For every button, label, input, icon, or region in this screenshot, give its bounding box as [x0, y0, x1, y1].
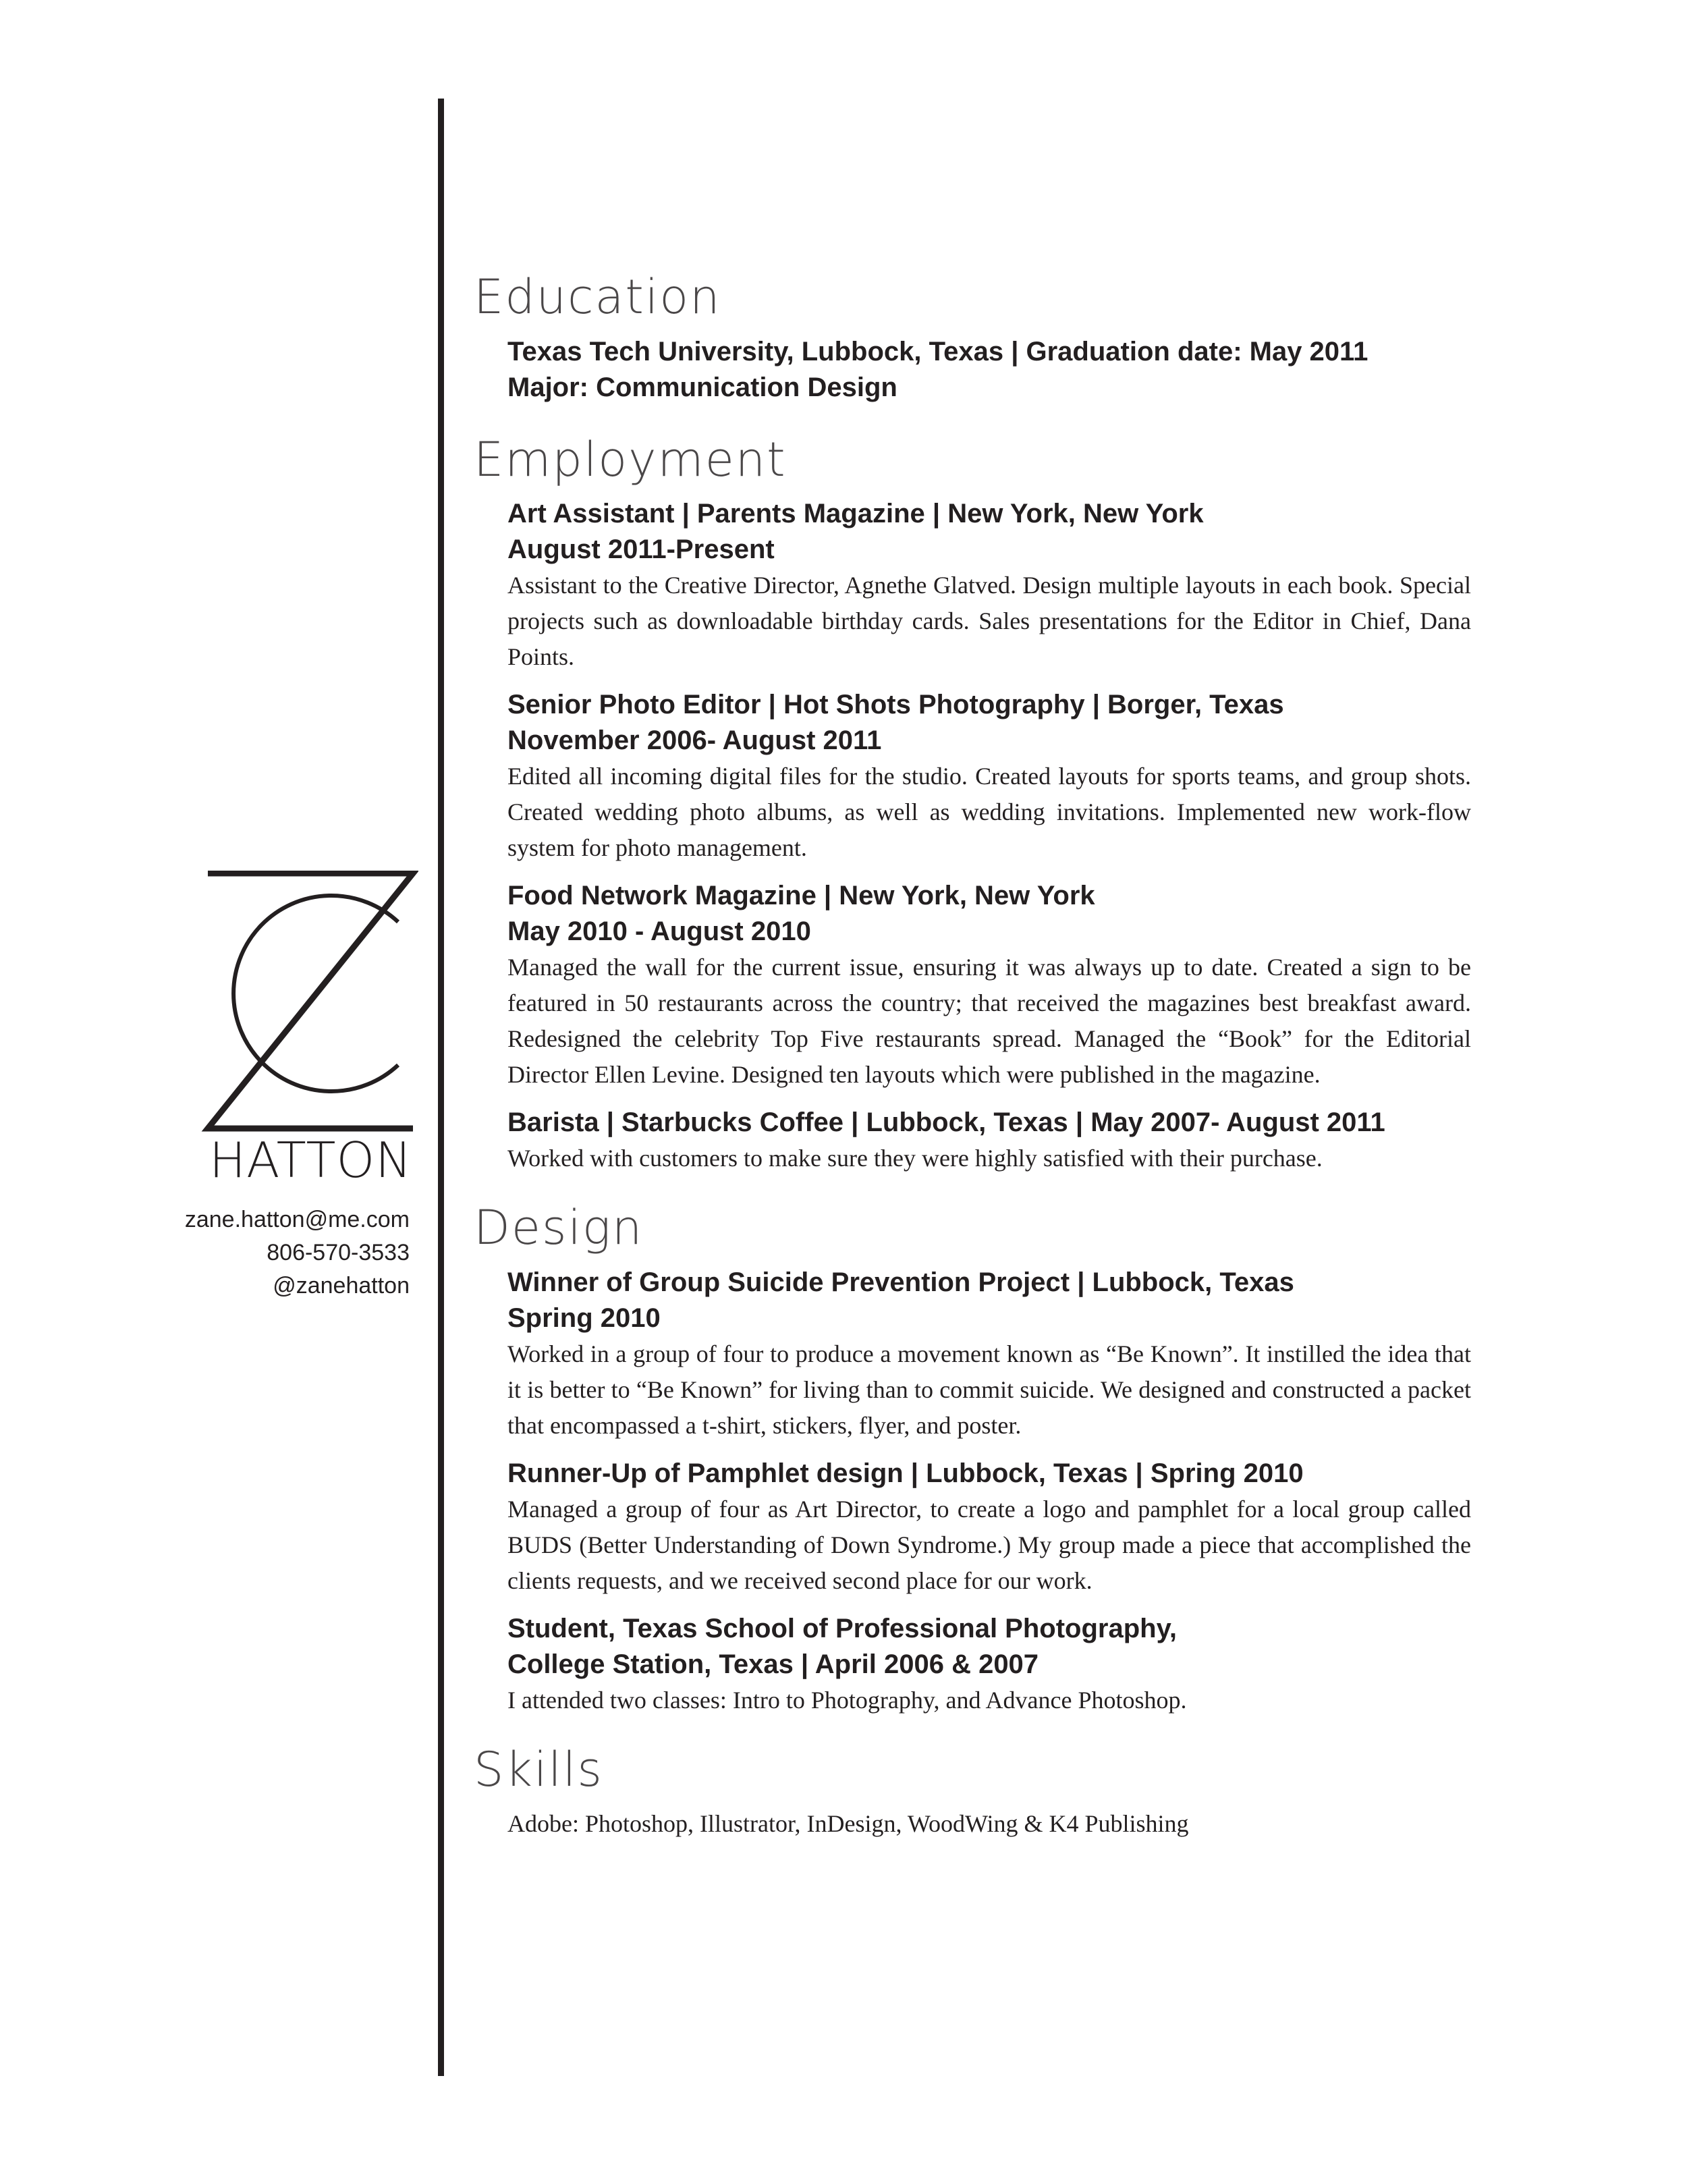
entry-description: Assistant to the Creative Director, Agnethe Glatved. Design multiple layouts in each book. Special projects such as downloadable birthday cards. Sales presentations for the Editor in Chief, Dana Points.: [507, 572, 1471, 670]
entry-description: Edited all incoming digital files for the studio. Created layouts for sports teams, and group shots. Created wedding photo albums, as well as wedding invitations. Implemented new work-flow system for photo management.: [507, 763, 1471, 861]
entry-description: I attended two classes: Intro to Photography, and Advance Photoshop.: [507, 1686, 1187, 1714]
design-entry: [507, 1456, 1472, 1599]
employment-entry: [507, 878, 1472, 1093]
skills-section: [474, 1743, 1472, 1842]
design-entry: [507, 1265, 1472, 1444]
contact-info: [108, 1203, 410, 1303]
design-title: Design: [474, 1200, 644, 1255]
zc-monogram-logo: [196, 871, 418, 1134]
education-title: Education: [474, 269, 721, 325]
employment-entry: [507, 1105, 1472, 1176]
resume-main-column: [474, 270, 1472, 1866]
entry-heading: Food Network Magazine | New York, New York: [507, 881, 1095, 910]
social-handle-text: @zanehatton: [273, 1273, 410, 1299]
monogram-surname: HATTON: [209, 1132, 412, 1189]
education-major-line: Major: Communication Design: [507, 372, 897, 402]
skills-title: Skills: [474, 1741, 603, 1797]
entry-heading: Senior Photo Editor | Hot Shots Photography | Borger, Texas: [507, 690, 1284, 719]
entry-dates: Spring 2010: [507, 1303, 661, 1333]
entry-heading: Student, Texas School of Professional Photography,: [507, 1613, 1177, 1643]
entry-description: Managed a group of four as Art Director, to create a logo and pamphlet for a local group called BUDS (Better Understanding of Down Syndrome.) My group made a piece that accomplished the clients requests, and we received second place for our work.: [507, 1495, 1471, 1594]
skills-list: Adobe: Photoshop, Illustrator, InDesign, WoodWing & K4 Publishing: [507, 1810, 1189, 1837]
entry-description: Managed the wall for the current issue, ensuring it was always up to date. Created a sign to be featured in 50 restaurants across the country; that received the magazines best breakfast award. Redesigned the celebrity Top Five restaurants spread. Managed the “Book” for the Editorial Director Ellen Levine. Designed ten layouts which were published in the magazine.: [507, 954, 1471, 1088]
entry-dates: August 2011-Present: [507, 535, 775, 564]
education-section: [474, 270, 1472, 406]
entry-dates: College Station, Texas | April 2006 & 2007: [507, 1649, 1039, 1679]
employment-entry: [507, 687, 1472, 866]
email-text: zane.hatton@me.com: [184, 1207, 410, 1232]
entry-dates: May 2010 - August 2010: [507, 917, 811, 946]
employment-title: Employment: [474, 431, 787, 487]
vertical-divider-rule: [438, 99, 444, 2076]
phone-text: 806-570-3533: [267, 1240, 410, 1265]
entry-heading: Runner-Up of Pamphlet design | Lubbock, Texas | Spring 2010: [507, 1458, 1304, 1488]
entry-dates: November 2006- August 2011: [507, 726, 882, 755]
entry-heading: Winner of Group Suicide Prevention Project | Lubbock, Texas: [507, 1267, 1294, 1297]
employment-section: [474, 433, 1472, 1177]
entry-heading: Art Assistant | Parents Magazine | New York, New York: [507, 499, 1204, 528]
employment-entry: [507, 496, 1472, 675]
design-entry: [507, 1611, 1472, 1718]
education-school-line: Texas Tech University, Lubbock, Texas | Graduation date: May 2011: [507, 336, 1368, 366]
entry-description: Worked with customers to make sure they were highly satisfied with their purchase.: [507, 1145, 1323, 1172]
design-section: [474, 1201, 1472, 1718]
entry-description: Worked in a group of four to produce a movement known as “Be Known”. It instilled the idea that it is better to “Be Known” for living than to commit suicide. We designed and constructed a packet that encompassed a t-shirt, stickers, flyer, and poster.: [507, 1340, 1471, 1439]
entry-heading: Barista | Starbucks Coffee | Lubbock, Texas | May 2007- August 2011: [507, 1108, 1385, 1137]
